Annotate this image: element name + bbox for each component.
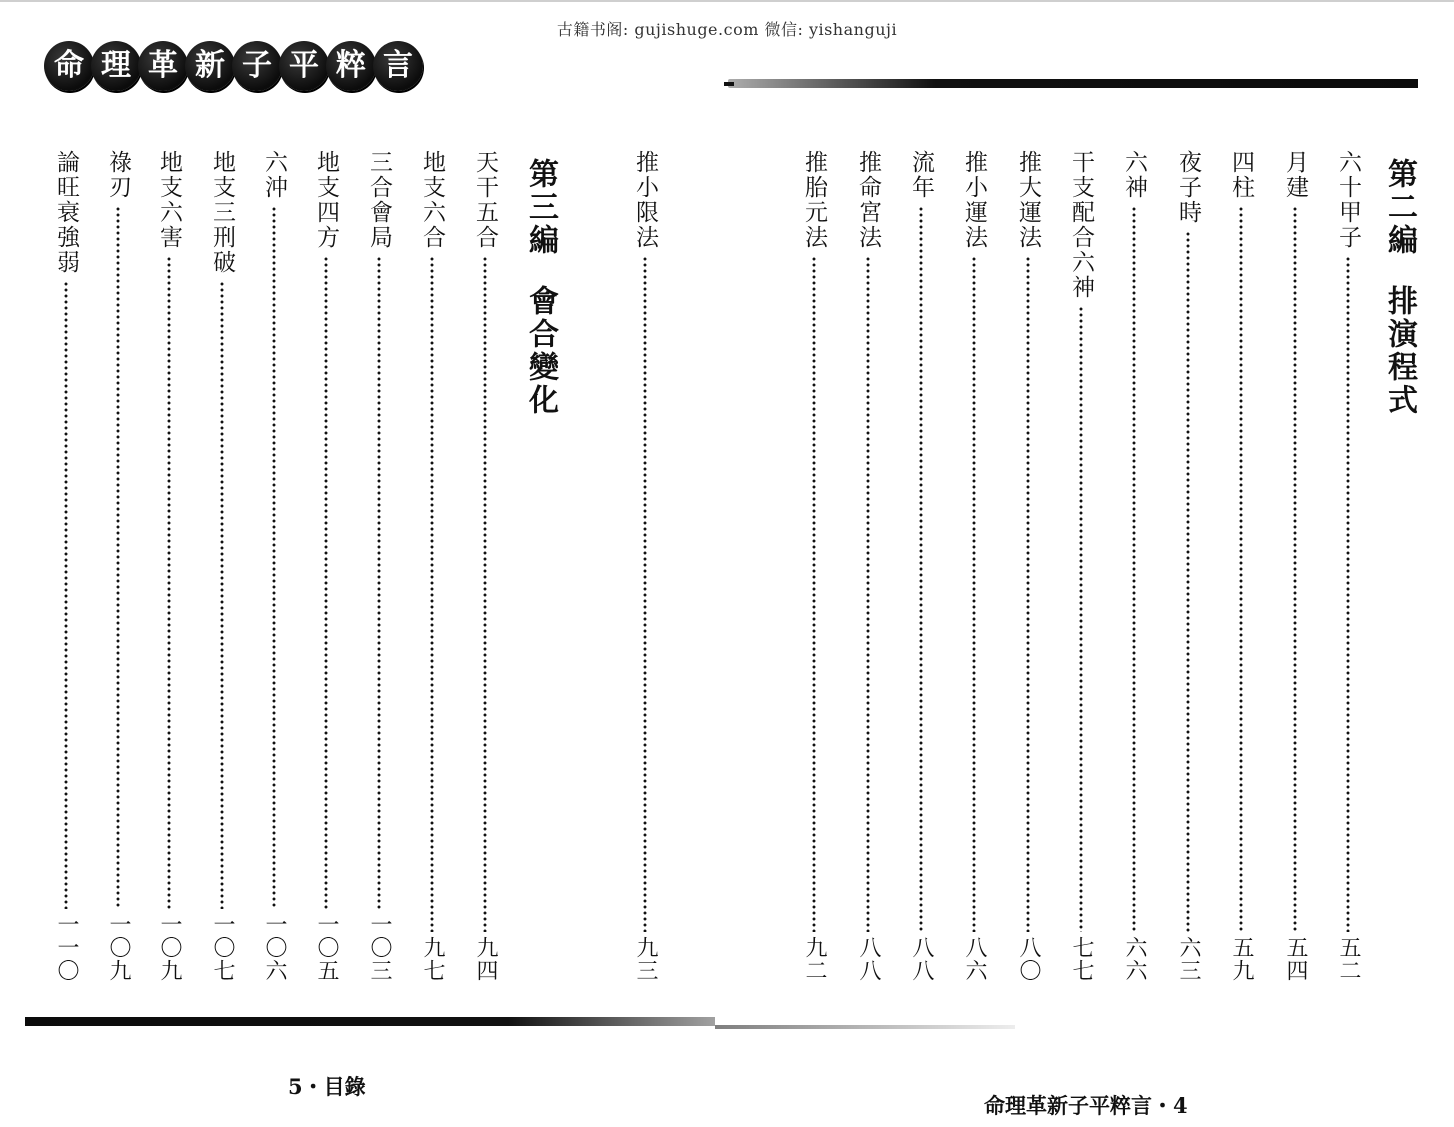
toc-entry[interactable]	[1278, 150, 1312, 982]
title-char-badge: 命	[44, 41, 94, 91]
toc-entry[interactable]	[362, 150, 396, 982]
dot-leader	[1132, 206, 1136, 932]
toc-entry[interactable]	[205, 150, 239, 982]
watermark-text: 古籍书阁: gujishuge.com 微信: yishanguji	[556, 20, 898, 39]
toc-page-number: 五四	[1283, 936, 1308, 982]
toc-entry-title: 夜子時	[1175, 150, 1201, 225]
top-border-line	[0, 0, 1454, 2]
dot-leader	[1239, 206, 1243, 932]
title-char-badge: 理	[91, 41, 141, 91]
top-rule	[728, 79, 1418, 88]
toc-page-number: 六六	[1122, 936, 1147, 982]
section-number: 第二編	[1382, 158, 1417, 257]
section-number: 第三編	[523, 158, 558, 257]
toc-entry[interactable]	[257, 150, 291, 982]
toc-entry[interactable]	[1117, 150, 1151, 982]
toc-entry[interactable]	[904, 150, 938, 982]
dot-leader	[483, 256, 487, 932]
title-char-badge: 子	[232, 41, 282, 91]
toc-entry[interactable]	[851, 150, 885, 982]
dot-leader	[377, 256, 381, 909]
toc-entry-title: 地支六害	[156, 150, 182, 250]
toc-entry-title: 三合會局	[366, 150, 392, 250]
bottom-rule	[25, 1017, 715, 1026]
dot-leader	[1346, 256, 1350, 932]
section-title: 排演程式	[1382, 285, 1417, 417]
right-page-footer: 命理革新子平粹言・4	[984, 1093, 1188, 1118]
dot-leader	[272, 206, 276, 909]
toc-entry-title: 干支配合六神	[1068, 150, 1094, 300]
dot-leader	[972, 256, 976, 932]
toc-entry[interactable]	[309, 150, 343, 982]
section-heading-part2	[1377, 158, 1421, 417]
toc-entry[interactable]	[628, 150, 662, 982]
toc-page-number: 一〇九	[157, 913, 182, 982]
dot-leader	[324, 256, 328, 909]
toc-page-number: 九七	[420, 936, 445, 982]
left-page-footer: 5・目錄	[288, 1074, 366, 1099]
toc-page-number: 八八	[856, 936, 881, 982]
dot-leader	[220, 281, 224, 909]
dot-leader	[1026, 256, 1030, 932]
toc-page-number: 六三	[1176, 936, 1201, 982]
dot-leader	[430, 256, 434, 932]
dot-leader	[866, 256, 870, 932]
title-char-badge: 平	[279, 41, 329, 91]
toc-entry-title: 地支六合	[419, 150, 445, 250]
toc-entry[interactable]	[1011, 150, 1045, 982]
dot-leader	[812, 256, 816, 932]
toc-entry[interactable]	[1331, 150, 1365, 982]
toc-entry[interactable]	[1064, 150, 1098, 982]
toc-entry-title: 月建	[1282, 150, 1308, 200]
section-heading-part3	[518, 158, 562, 417]
toc-entry[interactable]	[101, 150, 135, 982]
title-char-badge: 革	[138, 41, 188, 91]
title-char-badge: 言	[373, 41, 423, 91]
toc-entry-title: 推小運法	[961, 150, 987, 250]
toc-entry-title: 論旺衰強弱	[53, 150, 79, 275]
toc-entry[interactable]	[1224, 150, 1258, 982]
toc-page-number: 一〇五	[314, 913, 339, 982]
toc-entry-title: 祿刃	[105, 150, 131, 200]
section-title: 會合變化	[523, 285, 558, 417]
toc-entry[interactable]	[797, 150, 831, 982]
toc-entry-title: 推小限法	[632, 150, 658, 250]
toc-page-number: 五二	[1336, 936, 1361, 982]
dot-leader	[64, 281, 68, 909]
toc-entry[interactable]	[957, 150, 991, 982]
toc-page-number: 八〇	[1016, 936, 1041, 982]
toc-entry[interactable]	[468, 150, 502, 982]
toc-entry-title: 天干五合	[472, 150, 498, 250]
toc-entry-title: 地支三刑破	[209, 150, 235, 275]
toc-page-number: 八六	[962, 936, 987, 982]
toc-entry-title: 地支四方	[313, 150, 339, 250]
toc-page-number: 一一〇	[54, 913, 79, 982]
dot-leader	[167, 256, 171, 909]
toc-page-number: 一〇九	[106, 913, 131, 982]
toc-entry-title: 六十甲子	[1335, 150, 1361, 250]
dot-leader	[919, 206, 923, 932]
title-char-badge: 新	[185, 41, 235, 91]
bottom-rule-tail	[715, 1025, 1015, 1029]
toc-entry-title: 推命宮法	[855, 150, 881, 250]
toc-page-number: 七七	[1069, 936, 1094, 982]
toc-page-number: 九三	[633, 936, 658, 982]
toc-page-number: 一〇三	[367, 913, 392, 982]
toc-entry-title: 推大運法	[1015, 150, 1041, 250]
dot-leader	[643, 256, 647, 932]
toc-page-number: 九二	[802, 936, 827, 982]
dot-leader	[1293, 206, 1297, 932]
book-title-logo	[44, 41, 424, 97]
toc-entry-title: 六沖	[261, 150, 287, 200]
toc-entry[interactable]	[49, 150, 83, 982]
toc-page-number: 一〇六	[262, 913, 287, 982]
toc-entry-title: 推胎元法	[801, 150, 827, 250]
toc-page-number: 八八	[909, 936, 934, 982]
toc-entry[interactable]	[1171, 150, 1205, 982]
toc-entry-title: 流年	[908, 150, 934, 200]
title-char-badge: 粹	[326, 41, 376, 91]
toc-page-number: 五九	[1229, 936, 1254, 982]
toc-entry-title: 六神	[1121, 150, 1147, 200]
toc-page-number: 一〇七	[210, 913, 235, 982]
toc-page-number: 九四	[473, 936, 498, 982]
dot-leader	[1186, 231, 1190, 932]
toc-entry[interactable]	[415, 150, 449, 982]
dot-leader	[116, 206, 120, 909]
toc-entry-title: 四柱	[1228, 150, 1254, 200]
dot-leader	[1079, 306, 1083, 932]
toc-entry[interactable]	[152, 150, 186, 982]
